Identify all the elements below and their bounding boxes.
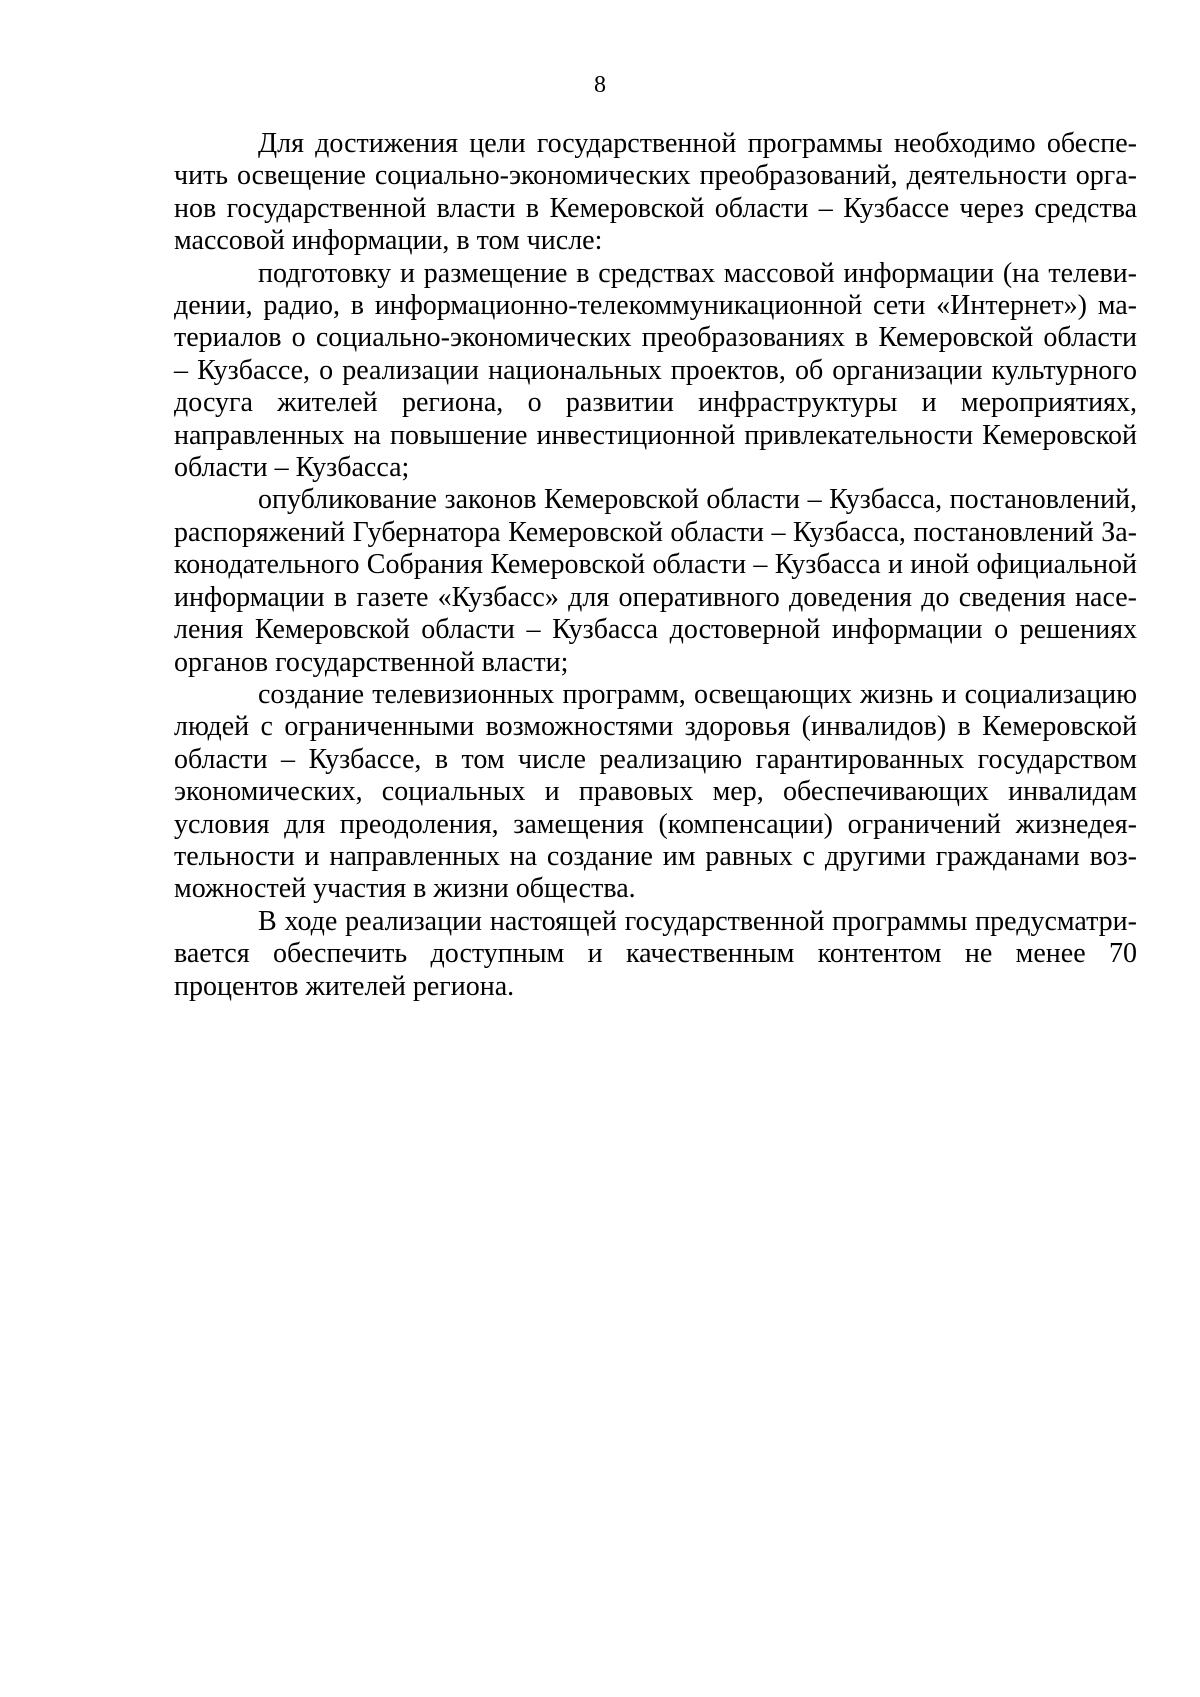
paragraph-tv-programs: создание телевизионных программ, освещающих жизнь и социализацию людей с ограниченными возможностями здоровья (инвалидов) в Кемеровской области – Кузбассе, в том числе реализацию гарантированных государством экономических, социальных и правовых мер, обеспечивающих инвалидам условия для преодоления, замещения (компенсации) ограничений жизнедеятельности и направленных на создание им равных с другими гражданами возможностей участия в жизни общества.	[174, 678, 1137, 905]
paragraph-goal: Для достижения цели государственной программы необходимо обеспечить освещение социально-экономических преобразований, деятельности органов государственной власти в Кемеровской области – Кузбассе через средства массовой информации, в том числе:	[174, 128, 1137, 257]
paragraph-publication-laws: опубликование законов Кемеровской области – Кузбасса, постановлений, распоряжений Губернатора Кемеровской области – Кузбасса, постановлений Законодательного Собрания Кемеровской области – Кузбасса и иной официальной информации в газете «Кузбасс» для оперативного доведения до сведения населения Кемеровской области – Кузбасса достоверной информации о решениях органов государственной власти;	[174, 484, 1137, 678]
document-body	[174, 128, 1137, 1003]
paragraph-content-target: В ходе реализации настоящей государственной программы предусматривается обеспечить доступным и качественным контентом не менее 70 процентов жителей региона.	[174, 905, 1137, 1002]
page-number: 8	[594, 72, 606, 98]
paragraph-media-materials: подготовку и размещение в средствах массовой информации (на телевидении, радио, в информационно-телекоммуникационной сети «Интернет») материалов о социально-экономических преобразованиях в Кемеровской области – Кузбассе, о реализации национальных проектов, об организации культурного досуга жителей региона, о развитии инфраструктуры и мероприятиях, направленных на повышение инвестиционной привлекательности Кемеровской области – Кузбасса;	[174, 257, 1137, 484]
